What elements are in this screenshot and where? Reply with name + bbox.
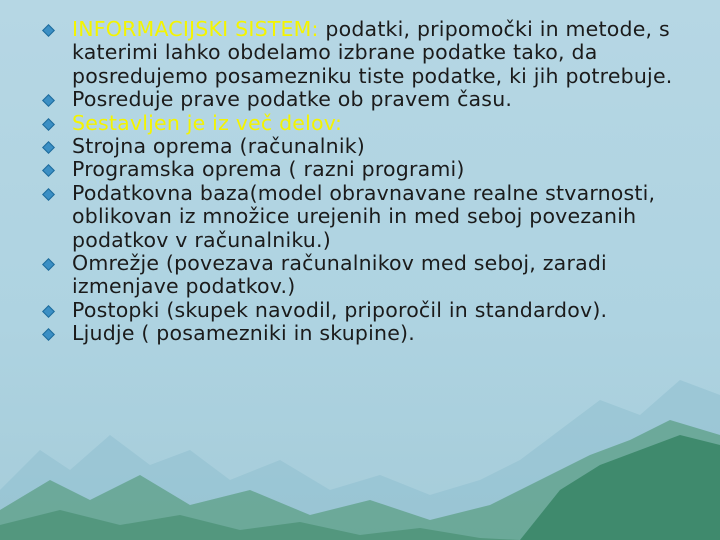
list-item	[40, 322, 680, 345]
section-heading: Sestavljen je iz več delov:	[72, 110, 343, 135]
list-item	[40, 18, 680, 88]
bullet-list	[40, 18, 680, 346]
list-item	[40, 182, 680, 252]
item-text: Postopki (skupek navodil, priporočil in standardov).	[72, 297, 608, 322]
mountain-background	[0, 340, 720, 540]
term-label: INFORMACIJSKI SISTEM:	[72, 17, 319, 41]
list-item	[40, 135, 680, 158]
diamond-bullet-icon	[42, 258, 55, 271]
list-item	[40, 158, 680, 181]
diamond-bullet-icon	[42, 94, 55, 107]
list-item	[40, 252, 680, 299]
diamond-bullet-icon	[42, 141, 55, 154]
item-text: Posreduje prave podatke ob pravem času.	[72, 87, 513, 112]
diamond-bullet-icon	[42, 24, 55, 37]
diamond-bullet-icon	[42, 188, 55, 201]
list-item	[40, 112, 680, 135]
item-text: Podatkovna baza(model obravnavane realne stvarnosti, oblikovan iz množice urejenih in med seboj povezanih podatkov v računalniku.)	[72, 180, 656, 252]
item-text: Ljudje ( posamezniki in skupine).	[72, 321, 415, 346]
item-text: Programska oprema ( razni programi)	[72, 157, 465, 182]
item-text: Strojna oprema (računalnik)	[72, 134, 365, 159]
diamond-bullet-icon	[42, 328, 55, 341]
diamond-bullet-icon	[42, 164, 55, 177]
list-item	[40, 88, 680, 111]
item-text: podatki, pripomočki in metode, s katerimi lahko obdelamo izbrane podatke tako, da posredujemo posamezniku tiste podatke, ki jih potrebuje.	[72, 17, 673, 88]
diamond-bullet-icon	[42, 118, 55, 131]
diamond-bullet-icon	[42, 305, 55, 318]
list-item	[40, 299, 680, 322]
item-text: Omrežje (povezava računalnikov med seboj, zaradi izmenjave podatkov.)	[72, 251, 607, 299]
